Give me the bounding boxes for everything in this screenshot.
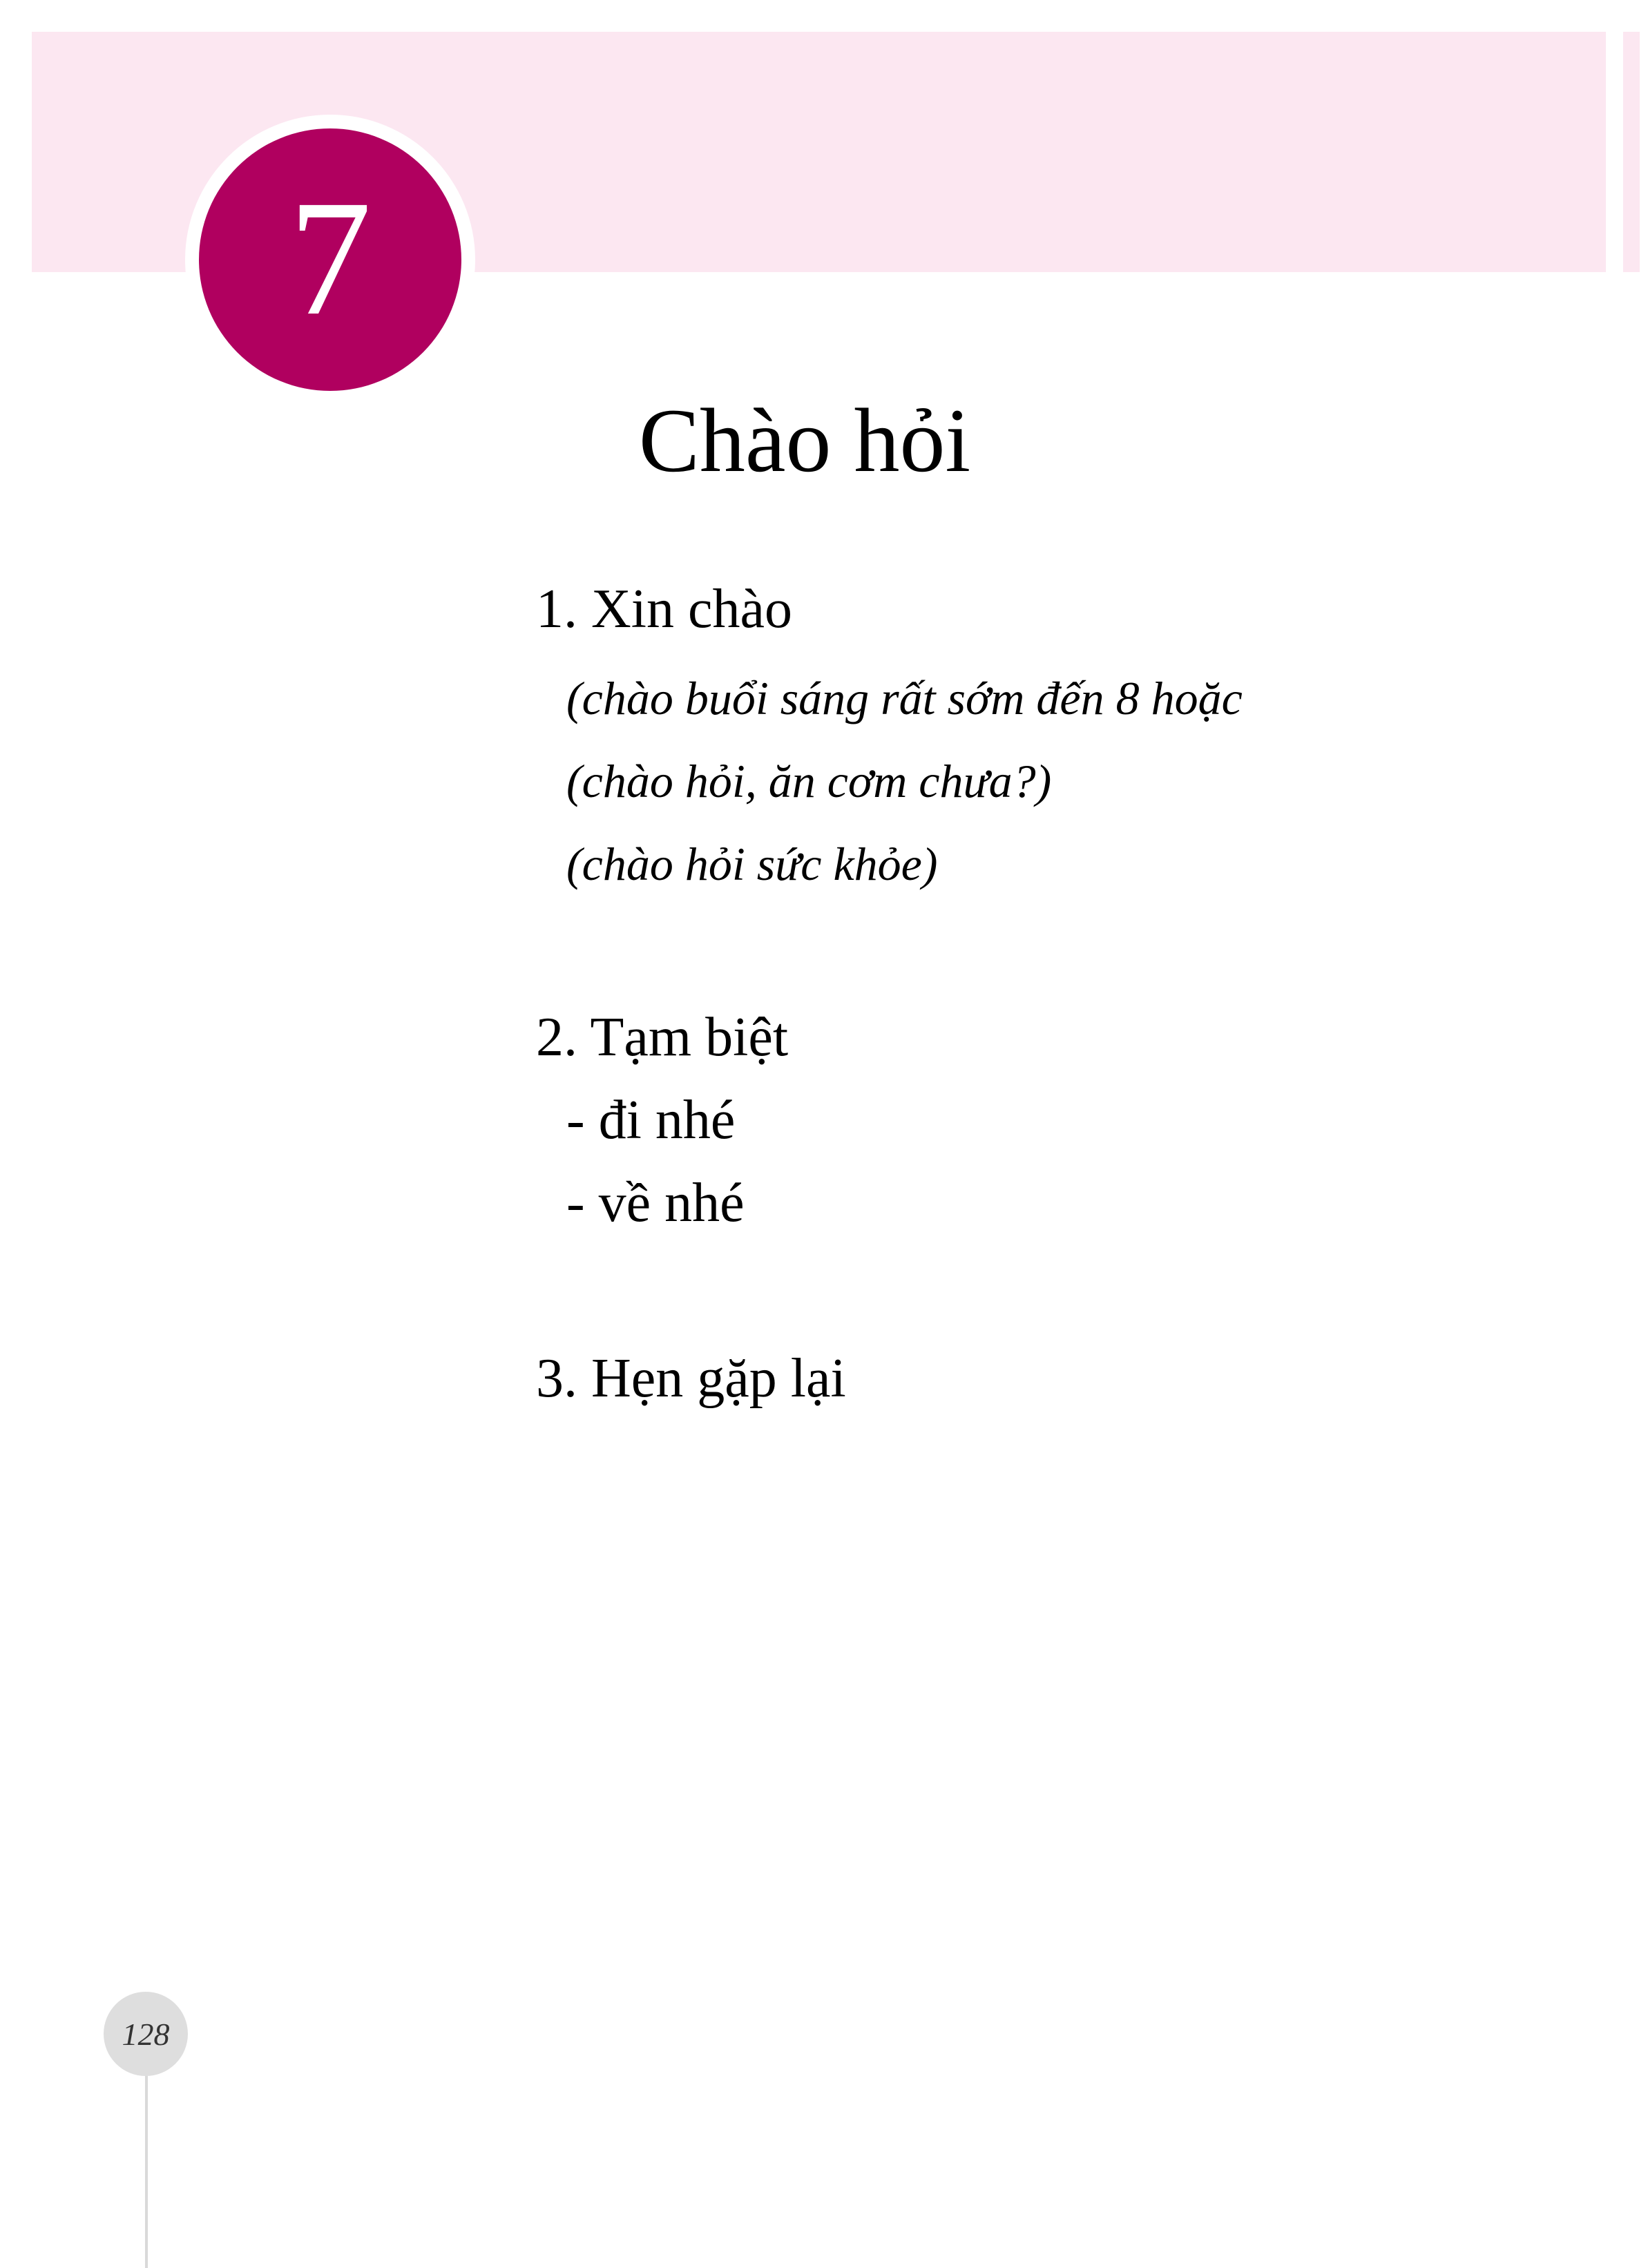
page-title: Chào hỏi xyxy=(638,390,971,491)
section-note: (chào buổi sáng rất sớm đến 8 hoặc xyxy=(566,672,1243,724)
section-heading-see-you: 3. Hẹn gặp lại xyxy=(536,1348,846,1409)
page-number-rule xyxy=(145,2065,148,2268)
list-item: - đi nhé xyxy=(566,1090,736,1151)
chapter-badge xyxy=(199,128,461,391)
section-heading-greeting: 1. Xin chào xyxy=(536,579,793,640)
section-heading-goodbye: 2. Tạm biệt xyxy=(536,1007,789,1068)
page-number-badge xyxy=(104,1992,188,2076)
chapter-number: 7 xyxy=(289,166,372,349)
section-note: (chào hỏi sức khỏe) xyxy=(566,838,938,890)
page-number: 128 xyxy=(122,2016,170,2052)
section-note: (chào hỏi, ăn cơm chưa?) xyxy=(566,755,1052,807)
header-band-edge xyxy=(1623,32,1640,272)
list-item: - về nhé xyxy=(566,1173,745,1233)
